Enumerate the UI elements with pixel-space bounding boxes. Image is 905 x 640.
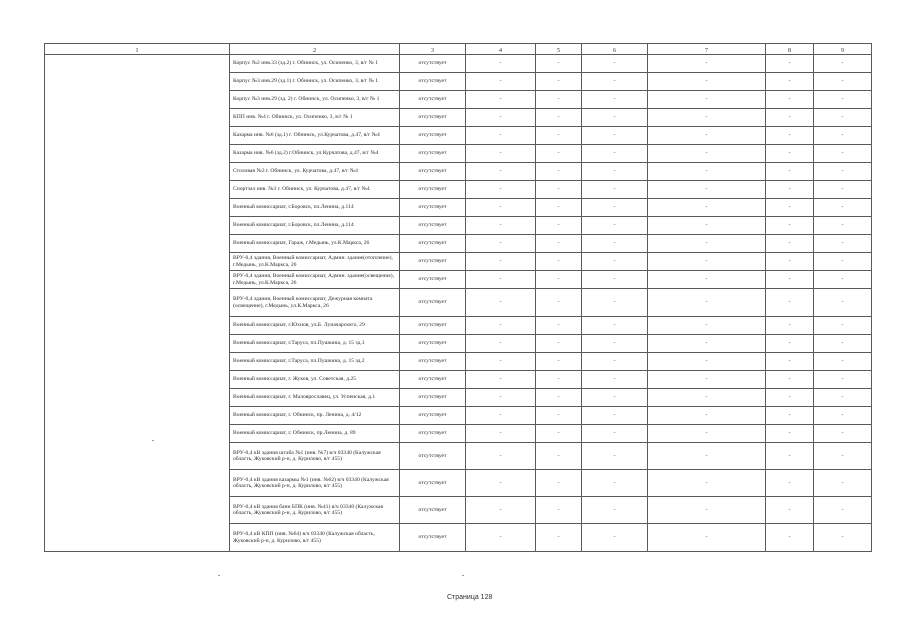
value-cell: - [466, 353, 536, 371]
value-cell: - [582, 109, 648, 127]
value-cell: - [466, 407, 536, 425]
status-cell: отсутствует [400, 289, 466, 317]
value-cell: - [648, 109, 766, 127]
value-cell: - [466, 73, 536, 91]
value-cell: - [582, 127, 648, 145]
row-number-cell [45, 407, 230, 425]
value-cell: - [766, 443, 814, 470]
value-cell: - [536, 91, 582, 109]
value-cell: - [814, 163, 872, 181]
value-cell: - [536, 524, 582, 552]
value-cell: - [766, 371, 814, 389]
object-name-cell: Военный комиссариат, г. Обнинск, пр.Ленина, д. 89 [230, 425, 400, 443]
status-cell: отсутствует [400, 109, 466, 127]
value-cell: - [466, 199, 536, 217]
row-number-cell [45, 443, 230, 470]
column-header-5: 5 [536, 44, 582, 55]
table-row [45, 181, 872, 199]
value-cell: - [466, 497, 536, 524]
value-cell: - [536, 109, 582, 127]
value-cell: - [536, 371, 582, 389]
value-cell: - [766, 217, 814, 235]
table-row [45, 199, 872, 217]
value-cell: - [648, 253, 766, 271]
status-cell: отсутствует [400, 317, 466, 335]
data-table [44, 43, 872, 552]
column-header-6: 6 [582, 44, 648, 55]
table-row [45, 425, 872, 443]
value-cell: - [536, 163, 582, 181]
value-cell: - [766, 163, 814, 181]
value-cell: - [466, 371, 536, 389]
value-cell: - [648, 524, 766, 552]
value-cell: - [582, 145, 648, 163]
row-number-cell [45, 253, 230, 271]
value-cell: - [766, 407, 814, 425]
status-cell: отсутствует [400, 353, 466, 371]
status-cell: отсутствует [400, 55, 466, 73]
value-cell: - [814, 109, 872, 127]
value-cell: - [536, 199, 582, 217]
column-header-2: 2 [230, 44, 400, 55]
value-cell: - [766, 470, 814, 497]
status-cell: отсутствует [400, 425, 466, 443]
value-cell: - [814, 253, 872, 271]
row-number-cell [45, 317, 230, 335]
value-cell: - [814, 235, 872, 253]
table-row [45, 109, 872, 127]
value-cell: - [536, 407, 582, 425]
object-name-cell: ВРУ-0,4 кВ здания бани БПК (инв. №41) в/ч 03340 (Калужская область, Жуковский р-н, д. Курилово, в/г 455) [230, 497, 400, 524]
status-cell: отсутствует [400, 91, 466, 109]
value-cell: - [466, 425, 536, 443]
table-row [45, 524, 872, 552]
column-header-9: 9 [814, 44, 872, 55]
status-cell: отсутствует [400, 335, 466, 353]
value-cell: - [582, 407, 648, 425]
value-cell: - [466, 271, 536, 289]
value-cell: - [582, 425, 648, 443]
status-cell: отсутствует [400, 199, 466, 217]
value-cell: - [814, 55, 872, 73]
object-name-cell: Военный комиссариат, г.Таруса, пл.Пушкина, д. 15 зд.1 [230, 335, 400, 353]
row-number-cell [45, 181, 230, 199]
value-cell: - [582, 389, 648, 407]
table-row [45, 317, 872, 335]
value-cell: - [648, 497, 766, 524]
row-number-cell [45, 470, 230, 497]
column-header-8: 8 [766, 44, 814, 55]
value-cell: - [582, 73, 648, 91]
value-cell: - [582, 443, 648, 470]
table-row [45, 371, 872, 389]
status-cell: отсутствует [400, 145, 466, 163]
value-cell: - [648, 181, 766, 199]
value-cell: - [536, 470, 582, 497]
value-cell: - [536, 389, 582, 407]
value-cell: - [466, 181, 536, 199]
value-cell: - [536, 145, 582, 163]
value-cell: - [466, 253, 536, 271]
value-cell: - [466, 145, 536, 163]
value-cell: - [466, 109, 536, 127]
object-name-cell: Военный комиссариат, г.Юхнов, ул.Б. Луначарского, 29 [230, 317, 400, 335]
object-name-cell: Военный комиссариат, г.Боровск, пл.Ленина, д.114 [230, 199, 400, 217]
row-number-cell [45, 73, 230, 91]
status-cell: отсутствует [400, 271, 466, 289]
value-cell: - [814, 199, 872, 217]
value-cell: - [648, 317, 766, 335]
value-cell: - [582, 55, 648, 73]
value-cell: - [466, 235, 536, 253]
value-cell: - [814, 145, 872, 163]
value-cell: - [814, 73, 872, 91]
value-cell: - [766, 109, 814, 127]
value-cell: - [814, 470, 872, 497]
value-cell: - [766, 181, 814, 199]
object-name-cell: Спортзал инв. №3 г. Обнинск, ул. Курчатова, д.47, в/г №4 [230, 181, 400, 199]
row-number-cell [45, 524, 230, 552]
value-cell: - [466, 470, 536, 497]
table-row [45, 217, 872, 235]
object-name-cell: Корпус №3 инв.29 (зд.1) г. Обнинск, ул. Осипенко, 3, в/г № 1 [230, 73, 400, 91]
table-row [45, 353, 872, 371]
value-cell: - [766, 55, 814, 73]
value-cell: - [814, 335, 872, 353]
value-cell: - [536, 353, 582, 371]
value-cell: - [766, 317, 814, 335]
status-cell: отсутствует [400, 235, 466, 253]
value-cell: - [582, 253, 648, 271]
value-cell: - [466, 127, 536, 145]
table-row [45, 145, 872, 163]
value-cell: - [766, 497, 814, 524]
scan-speck [218, 575, 220, 576]
table-row [45, 497, 872, 524]
row-number-cell [45, 371, 230, 389]
table-row [45, 470, 872, 497]
table-row [45, 407, 872, 425]
value-cell: - [466, 91, 536, 109]
value-cell: - [466, 443, 536, 470]
value-cell: - [536, 217, 582, 235]
value-cell: - [766, 73, 814, 91]
value-cell: - [582, 353, 648, 371]
scan-speck [152, 440, 154, 441]
value-cell: - [814, 181, 872, 199]
value-cell: - [766, 524, 814, 552]
table-row [45, 335, 872, 353]
value-cell: - [536, 55, 582, 73]
row-number-cell [45, 335, 230, 353]
row-number-cell [45, 389, 230, 407]
table-row [45, 289, 872, 317]
table-row [45, 163, 872, 181]
value-cell: - [466, 163, 536, 181]
value-cell: - [766, 127, 814, 145]
value-cell: - [466, 217, 536, 235]
value-cell: - [648, 55, 766, 73]
column-header-1: 1 [45, 44, 230, 55]
status-cell: отсутствует [400, 389, 466, 407]
object-name-cell: ВРУ-0,4 кВ КПП (инв. №64) в/ч 03340 (Калужская область, Жуковский р-н, д. Курилово, в/г 455) [230, 524, 400, 552]
value-cell: - [536, 181, 582, 199]
status-cell: отсутствует [400, 497, 466, 524]
column-header-4: 4 [466, 44, 536, 55]
table-row [45, 127, 872, 145]
object-name-cell: ВРУ-0,4 здания, Военный комиссариат, Дежурная комната (освещение), г.Медынь, ул.К.Маркса, 26 [230, 289, 400, 317]
value-cell: - [582, 289, 648, 317]
value-cell: - [814, 407, 872, 425]
value-cell: - [648, 163, 766, 181]
object-name-cell: ВРУ-0,4 здания, Военный комиссариат, Админ. здание(отопление), г.Медынь, ул.К.Маркса, 26 [230, 253, 400, 271]
row-number-cell [45, 145, 230, 163]
header-row [45, 44, 872, 55]
table-row [45, 55, 872, 73]
value-cell: - [466, 524, 536, 552]
object-name-cell: Корпус №3 инв.29 (зд. 2) г. Обнинск, ул. Осипенко, 3, в/г № 1 [230, 91, 400, 109]
value-cell: - [648, 199, 766, 217]
object-name-cell: Военный комиссариат, г. Малоярославец, ул. Успенская, д.1 [230, 389, 400, 407]
value-cell: - [582, 181, 648, 199]
row-number-cell [45, 91, 230, 109]
row-number-cell [45, 163, 230, 181]
object-name-cell: Военный комиссариат, г. Жуков, ул. Советская, д.25 [230, 371, 400, 389]
value-cell: - [648, 353, 766, 371]
value-cell: - [536, 443, 582, 470]
value-cell: - [536, 235, 582, 253]
status-cell: отсутствует [400, 73, 466, 91]
value-cell: - [814, 317, 872, 335]
object-name-cell: Военный комиссариат, г. Обнинск, пр. Ленина, д. 4/12 [230, 407, 400, 425]
value-cell: - [536, 127, 582, 145]
object-name-cell: Военный комиссариат, г.Таруса, пл.Пушкина, д. 15 зд.2 [230, 353, 400, 371]
table-row [45, 73, 872, 91]
value-cell: - [582, 217, 648, 235]
value-cell: - [814, 353, 872, 371]
scan-speck [462, 575, 464, 576]
object-name-cell: Казарма инв. №6 (зд.1) г. Обнинск, ул.Курчатова, д.47, в/г №4 [230, 127, 400, 145]
value-cell: - [648, 443, 766, 470]
value-cell: - [814, 289, 872, 317]
value-cell: - [582, 470, 648, 497]
value-cell: - [814, 443, 872, 470]
value-cell: - [814, 389, 872, 407]
value-cell: - [536, 497, 582, 524]
value-cell: - [814, 217, 872, 235]
value-cell: - [814, 425, 872, 443]
value-cell: - [648, 271, 766, 289]
value-cell: - [536, 253, 582, 271]
value-cell: - [766, 389, 814, 407]
table-row [45, 271, 872, 289]
value-cell: - [536, 425, 582, 443]
row-number-cell [45, 235, 230, 253]
status-cell: отсутствует [400, 407, 466, 425]
status-cell: отсутствует [400, 371, 466, 389]
table-row [45, 91, 872, 109]
value-cell: - [766, 335, 814, 353]
object-name-cell: Военный комиссариат, г.Боровск, пл.Ленина, д.114 [230, 217, 400, 235]
status-cell: отсутствует [400, 181, 466, 199]
value-cell: - [766, 271, 814, 289]
table-row [45, 443, 872, 470]
value-cell: - [814, 91, 872, 109]
page-footer: Страница 128 [447, 594, 493, 601]
value-cell: - [814, 271, 872, 289]
value-cell: - [536, 335, 582, 353]
table-row [45, 235, 872, 253]
table-row [45, 389, 872, 407]
value-cell: - [648, 335, 766, 353]
value-cell: - [814, 371, 872, 389]
object-name-cell: Казарма инв. №6 (зд.2) г.Обнинск, ул.Курчатова, д.47, в/г №4 [230, 145, 400, 163]
table-row [45, 253, 872, 271]
value-cell: - [766, 145, 814, 163]
value-cell: - [766, 91, 814, 109]
value-cell: - [766, 235, 814, 253]
value-cell: - [466, 289, 536, 317]
status-cell: отсутствует [400, 163, 466, 181]
value-cell: - [536, 73, 582, 91]
value-cell: - [466, 55, 536, 73]
column-header-3: 3 [400, 44, 466, 55]
value-cell: - [648, 470, 766, 497]
object-name-cell: ВРУ-0,4 кВ здания штаба №1 (инв. №7) в/ч 03340 (Калужская область, Жуковский р-н, д. Курилово, в/г 455) [230, 443, 400, 470]
row-number-cell [45, 497, 230, 524]
value-cell: - [766, 289, 814, 317]
value-cell: - [814, 524, 872, 552]
object-name-cell: Военный комиссариат, Гараж, г.Медынь, ул.К.Маркса, 26 [230, 235, 400, 253]
column-header-7: 7 [648, 44, 766, 55]
value-cell: - [582, 199, 648, 217]
value-cell: - [648, 235, 766, 253]
value-cell: - [766, 353, 814, 371]
object-name-cell: ВРУ-0,4 здания, Военный комиссариат, Админ. здание(освещение), г.Медынь, ул.К.Маркса, 26 [230, 271, 400, 289]
value-cell: - [582, 524, 648, 552]
object-name-cell: Корпус №2 инв.33 (зд.2) г. Обнинск, ул. Осипенко, 3, в/г № 1 [230, 55, 400, 73]
object-name-cell: ВРУ-0,4 кВ здания казармы №1 (инв. №62) в/ч 03340 (Калужская область, Жуковский р-н, д. Курилово, в/г 455) [230, 470, 400, 497]
value-cell: - [582, 271, 648, 289]
object-name-cell: Столовая №3 г. Обнинск, ул. Курчатова, д.47, в/г №4 [230, 163, 400, 181]
status-cell: отсутствует [400, 470, 466, 497]
value-cell: - [766, 425, 814, 443]
value-cell: - [648, 91, 766, 109]
table-body [45, 44, 872, 552]
value-cell: - [582, 91, 648, 109]
value-cell: - [648, 145, 766, 163]
value-cell: - [648, 73, 766, 91]
value-cell: - [466, 317, 536, 335]
status-cell: отсутствует [400, 443, 466, 470]
row-number-cell [45, 425, 230, 443]
row-number-cell [45, 289, 230, 317]
row-number-cell [45, 109, 230, 127]
value-cell: - [648, 425, 766, 443]
value-cell: - [648, 127, 766, 145]
value-cell: - [536, 289, 582, 317]
status-cell: отсутствует [400, 127, 466, 145]
value-cell: - [536, 317, 582, 335]
object-name-cell: КПП инв. №4 г. Обнинск, ул. Осипенко, 3, в/г № 1 [230, 109, 400, 127]
value-cell: - [766, 199, 814, 217]
value-cell: - [648, 389, 766, 407]
value-cell: - [582, 335, 648, 353]
value-cell: - [814, 497, 872, 524]
status-cell: отсутствует [400, 253, 466, 271]
value-cell: - [648, 289, 766, 317]
value-cell: - [582, 497, 648, 524]
status-cell: отсутствует [400, 524, 466, 552]
row-number-cell [45, 199, 230, 217]
value-cell: - [814, 127, 872, 145]
value-cell: - [466, 335, 536, 353]
value-cell: - [582, 163, 648, 181]
value-cell: - [648, 217, 766, 235]
value-cell: - [466, 389, 536, 407]
row-number-cell [45, 127, 230, 145]
status-cell: отсутствует [400, 217, 466, 235]
value-cell: - [648, 371, 766, 389]
row-number-cell [45, 217, 230, 235]
value-cell: - [582, 235, 648, 253]
value-cell: - [582, 371, 648, 389]
value-cell: - [766, 253, 814, 271]
value-cell: - [648, 407, 766, 425]
row-number-cell [45, 55, 230, 73]
row-number-cell [45, 353, 230, 371]
value-cell: - [536, 271, 582, 289]
value-cell: - [582, 317, 648, 335]
row-number-cell [45, 271, 230, 289]
